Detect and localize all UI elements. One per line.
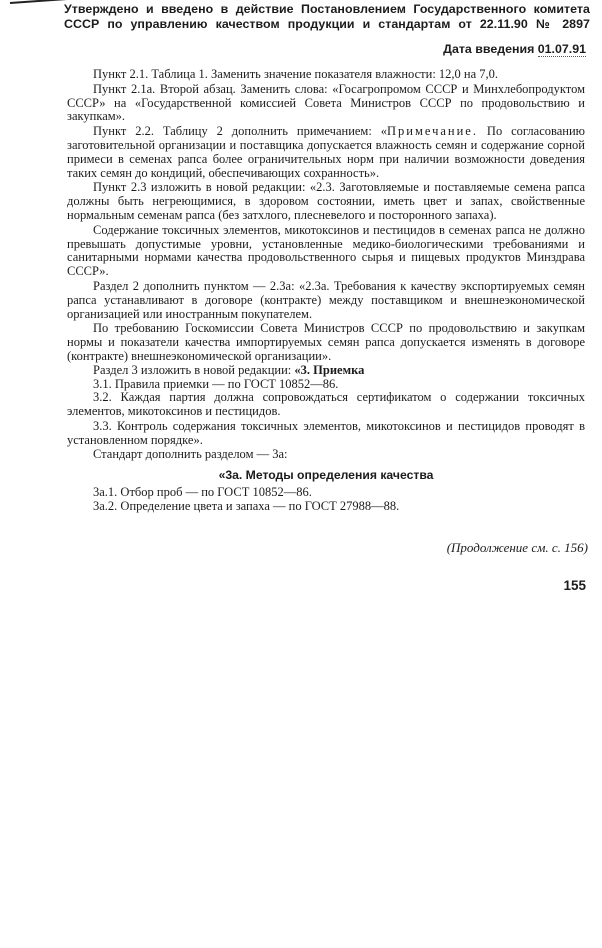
paragraph-2-2 bbox=[67, 125, 585, 180]
document-body bbox=[67, 68, 585, 514]
note-heading: Примечание. bbox=[386, 124, 478, 139]
header-decorative-rule bbox=[10, 0, 72, 4]
paragraph-add-3a: Стандарт дополнить разделом — 3а: bbox=[93, 446, 288, 461]
paragraph-toxic-elements: Содержание токсичных элементов, микотоксинов и пестицидов в семенах рапса не должно превышать допустимые уровни, установленные медико-биологическими требованиями и санитарными нормами качества продовольственного сырья и пищевых продуктов Минздрава СССР». bbox=[67, 222, 585, 279]
section-3a-title: «3а. Методы определения качества bbox=[218, 468, 434, 483]
section-3-heading: «3. Приемка bbox=[294, 362, 365, 377]
paragraph-3-2: 3.2. Каждая партия должна сопровождаться сертификатом о содержании токсичных элементов, микотоксинов и пестицидов. bbox=[67, 390, 585, 419]
paragraph-3-3: 3.3. Контроль содержания токсичных элементов, микотоксинов и пестицидов проводят в установленном порядке». bbox=[67, 418, 585, 447]
header-line-2: СССР по управлению качеством продукции и стандартам от 22.11.90 № 2897 bbox=[64, 17, 590, 31]
header-line-1: Утверждено и введено в действие Постановлением Государственного комитета bbox=[64, 2, 590, 16]
paragraph-2-3a: Раздел 2 дополнить пунктом — 2.3а: «2.3а. Требования к качеству экспортируемых семян рапса устанавливают в договоре (контракте) между поставщиком и внешнеэкономической организацией или иностранным покупателем. bbox=[67, 278, 585, 321]
paragraph-2-2-rest: По согласованию заготовительной организации и поставщика допускается влажность семян и содержание сорной примеси в семенах рапса более ограничительных норм при наличии возможности доведения таких семян до кондиций, обеспечивающих сохранность». bbox=[67, 124, 585, 180]
paragraph-2-2-start: Пункт 2.2. Таблицу 2 дополнить примечанием: « bbox=[93, 124, 387, 139]
paragraph-3-1: 3.1. Правила приемки — по ГОСТ 10852—86. bbox=[93, 376, 339, 391]
effective-date-value: 01.07.91 bbox=[537, 42, 586, 56]
paragraph-3a-1: 3а.1. Отбор проб — по ГОСТ 10852—86. bbox=[93, 485, 312, 500]
effective-date-label: Дата введения bbox=[443, 42, 535, 56]
paragraph-2-3: Пункт 2.3 изложить в новой редакции: «2.3. Заготовляемые и поставляемые семена рапса должны быть негреющимися, в здоровом состоянии, иметь цвет и запах, свойственные нормальным семенам рапса (без затхлого, плесневелого и посторонного запаха). bbox=[67, 180, 585, 222]
paragraph-2-1a: Пункт 2.1а. Второй абзац. Заменить слова: «Госагропромом СССР и Минхлебопродуктом СССР» на «Государственной комиссией Совета Министров СССР по продовольствию и закупкам». bbox=[67, 81, 585, 124]
paragraph-section-3-start: Раздел 3 изложить в новой редакции: bbox=[93, 362, 295, 377]
paragraph-2-1: Пункт 2.1. Таблица 1. Заменить значение показателя влажности: 12,0 на 7,0. bbox=[93, 67, 499, 81]
approval-header bbox=[64, 2, 590, 32]
paragraph-import: По требованию Госкомиссии Совета Министров СССР по продовольствию и закупкам нормы и показатели качества импортируемых семян рапса допускается изменять в договоре (контракте) внешнеэкономической организации». bbox=[67, 321, 585, 363]
continuation-note: (Продолжение см. с. 156) bbox=[446, 540, 588, 555]
paragraph-section-3 bbox=[67, 364, 585, 378]
page-number: 155 bbox=[563, 578, 586, 593]
paragraph-3a-2: 3а.2. Определение цвета и запаха — по ГОСТ 27988—88. bbox=[93, 498, 400, 513]
effective-date bbox=[443, 42, 586, 56]
